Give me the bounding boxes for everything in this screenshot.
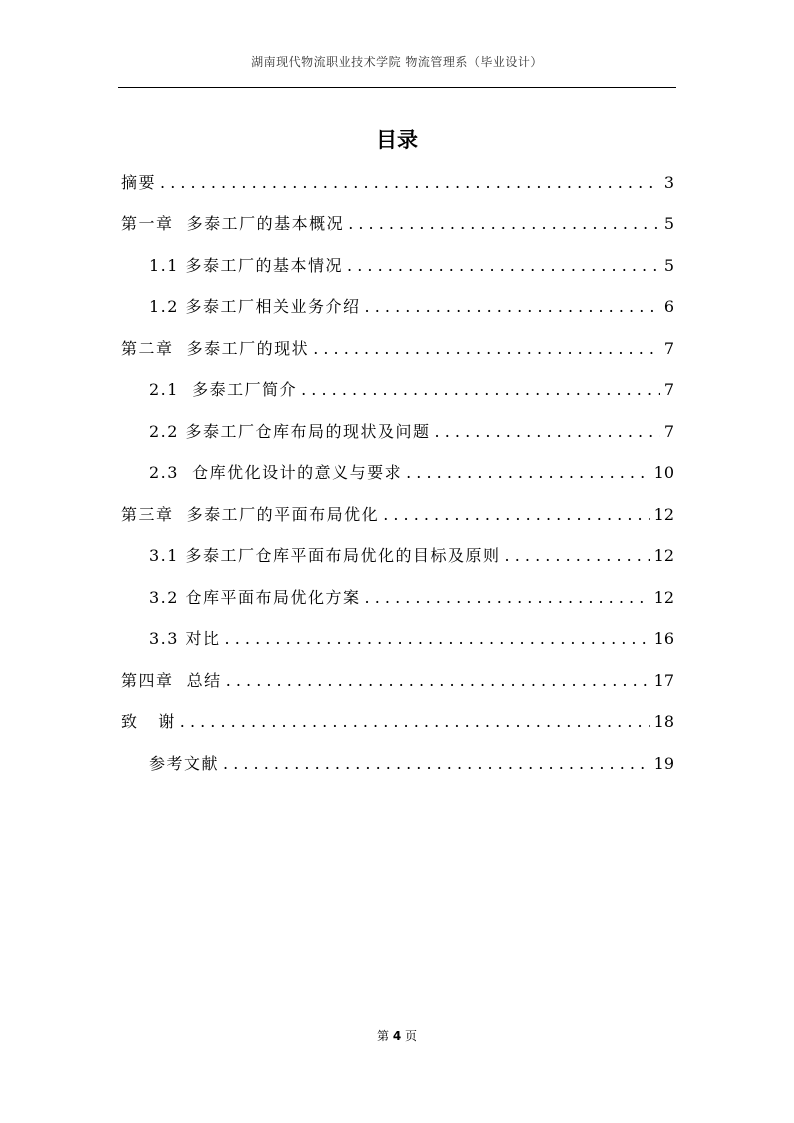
toc-entry-chapter-2[interactable] — [121, 336, 674, 360]
page-title: 目录 — [376, 128, 418, 152]
toc-entry-text: 参考文献 — [149, 754, 220, 773]
toc-leader-dots — [383, 505, 649, 524]
toc-leader-dots — [160, 173, 660, 192]
toc-page-number: 16 — [653, 629, 674, 648]
toc-page-number: 19 — [653, 754, 674, 773]
toc-entry-text: 第一章 多泰工厂的基本概况 — [121, 214, 345, 233]
toc-entry-2-3[interactable] — [149, 460, 674, 484]
footer-prefix: 第 — [376, 1029, 389, 1043]
toc-page-number: 17 — [653, 671, 674, 690]
toc-entry-text: 第二章 多泰工厂的现状 — [121, 339, 310, 358]
toc-page-number: 3 — [663, 173, 674, 192]
toc-leader-dots — [365, 588, 650, 607]
toc-leader-dots — [226, 671, 650, 690]
toc-entry-text: 摘要 — [121, 173, 157, 192]
toc-leader-dots — [225, 629, 650, 648]
toc-entry-1-2[interactable] — [149, 294, 674, 318]
toc-entry-text: 第四章 总结 — [121, 671, 222, 690]
toc-entry-acknowledgements[interactable] — [121, 709, 674, 733]
running-header: 湖南现代物流职业技术学院 物流管理系（毕业设计） — [251, 55, 543, 69]
toc-entry-text: 3.2 仓库平面布局优化方案 — [149, 588, 361, 607]
toc-entry-chapter-3[interactable] — [121, 502, 674, 526]
page-footer — [0, 1027, 794, 1044]
toc-entry-text: 致 谢 — [121, 712, 176, 731]
toc-entry-1-1[interactable] — [149, 253, 674, 277]
toc-page-number: 12 — [653, 505, 674, 524]
toc-page-number: 7 — [663, 339, 674, 358]
toc-page-number: 7 — [663, 422, 674, 441]
footer-suffix: 页 — [405, 1029, 418, 1043]
toc-leader-dots — [406, 463, 650, 482]
toc-page-number: 12 — [653, 546, 674, 565]
toc-entry-chapter-1[interactable] — [121, 211, 674, 235]
toc-page-number: 5 — [663, 214, 674, 233]
toc-entry-text: 第三章 多泰工厂的平面布局优化 — [121, 505, 380, 524]
toc-entry-chapter-4[interactable] — [121, 668, 674, 692]
toc-entry-abstract[interactable] — [121, 170, 674, 194]
toc-entry-3-1[interactable] — [149, 543, 674, 567]
toc-page-number: 5 — [663, 256, 674, 275]
toc-entry-3-3[interactable] — [149, 626, 674, 650]
toc-leader-dots — [505, 546, 650, 565]
toc-entry-text: 1.2 多泰工厂相关业务介绍 — [149, 297, 361, 316]
toc-leader-dots — [223, 754, 650, 773]
toc-page-number: 10 — [653, 463, 674, 482]
toc-entry-text: 3.3 对比 — [149, 629, 221, 648]
toc-leader-dots — [347, 256, 660, 275]
toc-leader-dots — [313, 339, 660, 358]
toc-leader-dots — [301, 380, 660, 399]
toc-page-number: 12 — [653, 588, 674, 607]
toc-entry-text: 2.3 仓库优化设计的意义与要求 — [149, 463, 403, 482]
toc-entry-2-2[interactable] — [149, 419, 674, 443]
toc-page-number: 6 — [663, 297, 674, 316]
toc-page-number: 18 — [653, 712, 674, 731]
toc-leader-dots — [435, 422, 660, 441]
toc-entry-text: 2.2 多泰工厂仓库布局的现状及问题 — [149, 422, 431, 441]
toc-entry-references[interactable] — [149, 751, 674, 775]
toc-entry-text: 1.1 多泰工厂的基本情况 — [149, 256, 344, 275]
footer-page-number: 4 — [392, 1029, 402, 1043]
toc-entry-2-1[interactable] — [149, 377, 674, 401]
toc-page-number: 7 — [663, 380, 674, 399]
toc-entry-text: 3.1 多泰工厂仓库平面布局优化的目标及原则 — [149, 546, 501, 565]
toc-leader-dots — [365, 297, 660, 316]
toc-leader-dots — [180, 712, 650, 731]
toc-entry-3-2[interactable] — [149, 585, 674, 609]
toc-leader-dots — [348, 214, 660, 233]
toc-entry-text: 2.1 多泰工厂简介 — [149, 380, 298, 399]
